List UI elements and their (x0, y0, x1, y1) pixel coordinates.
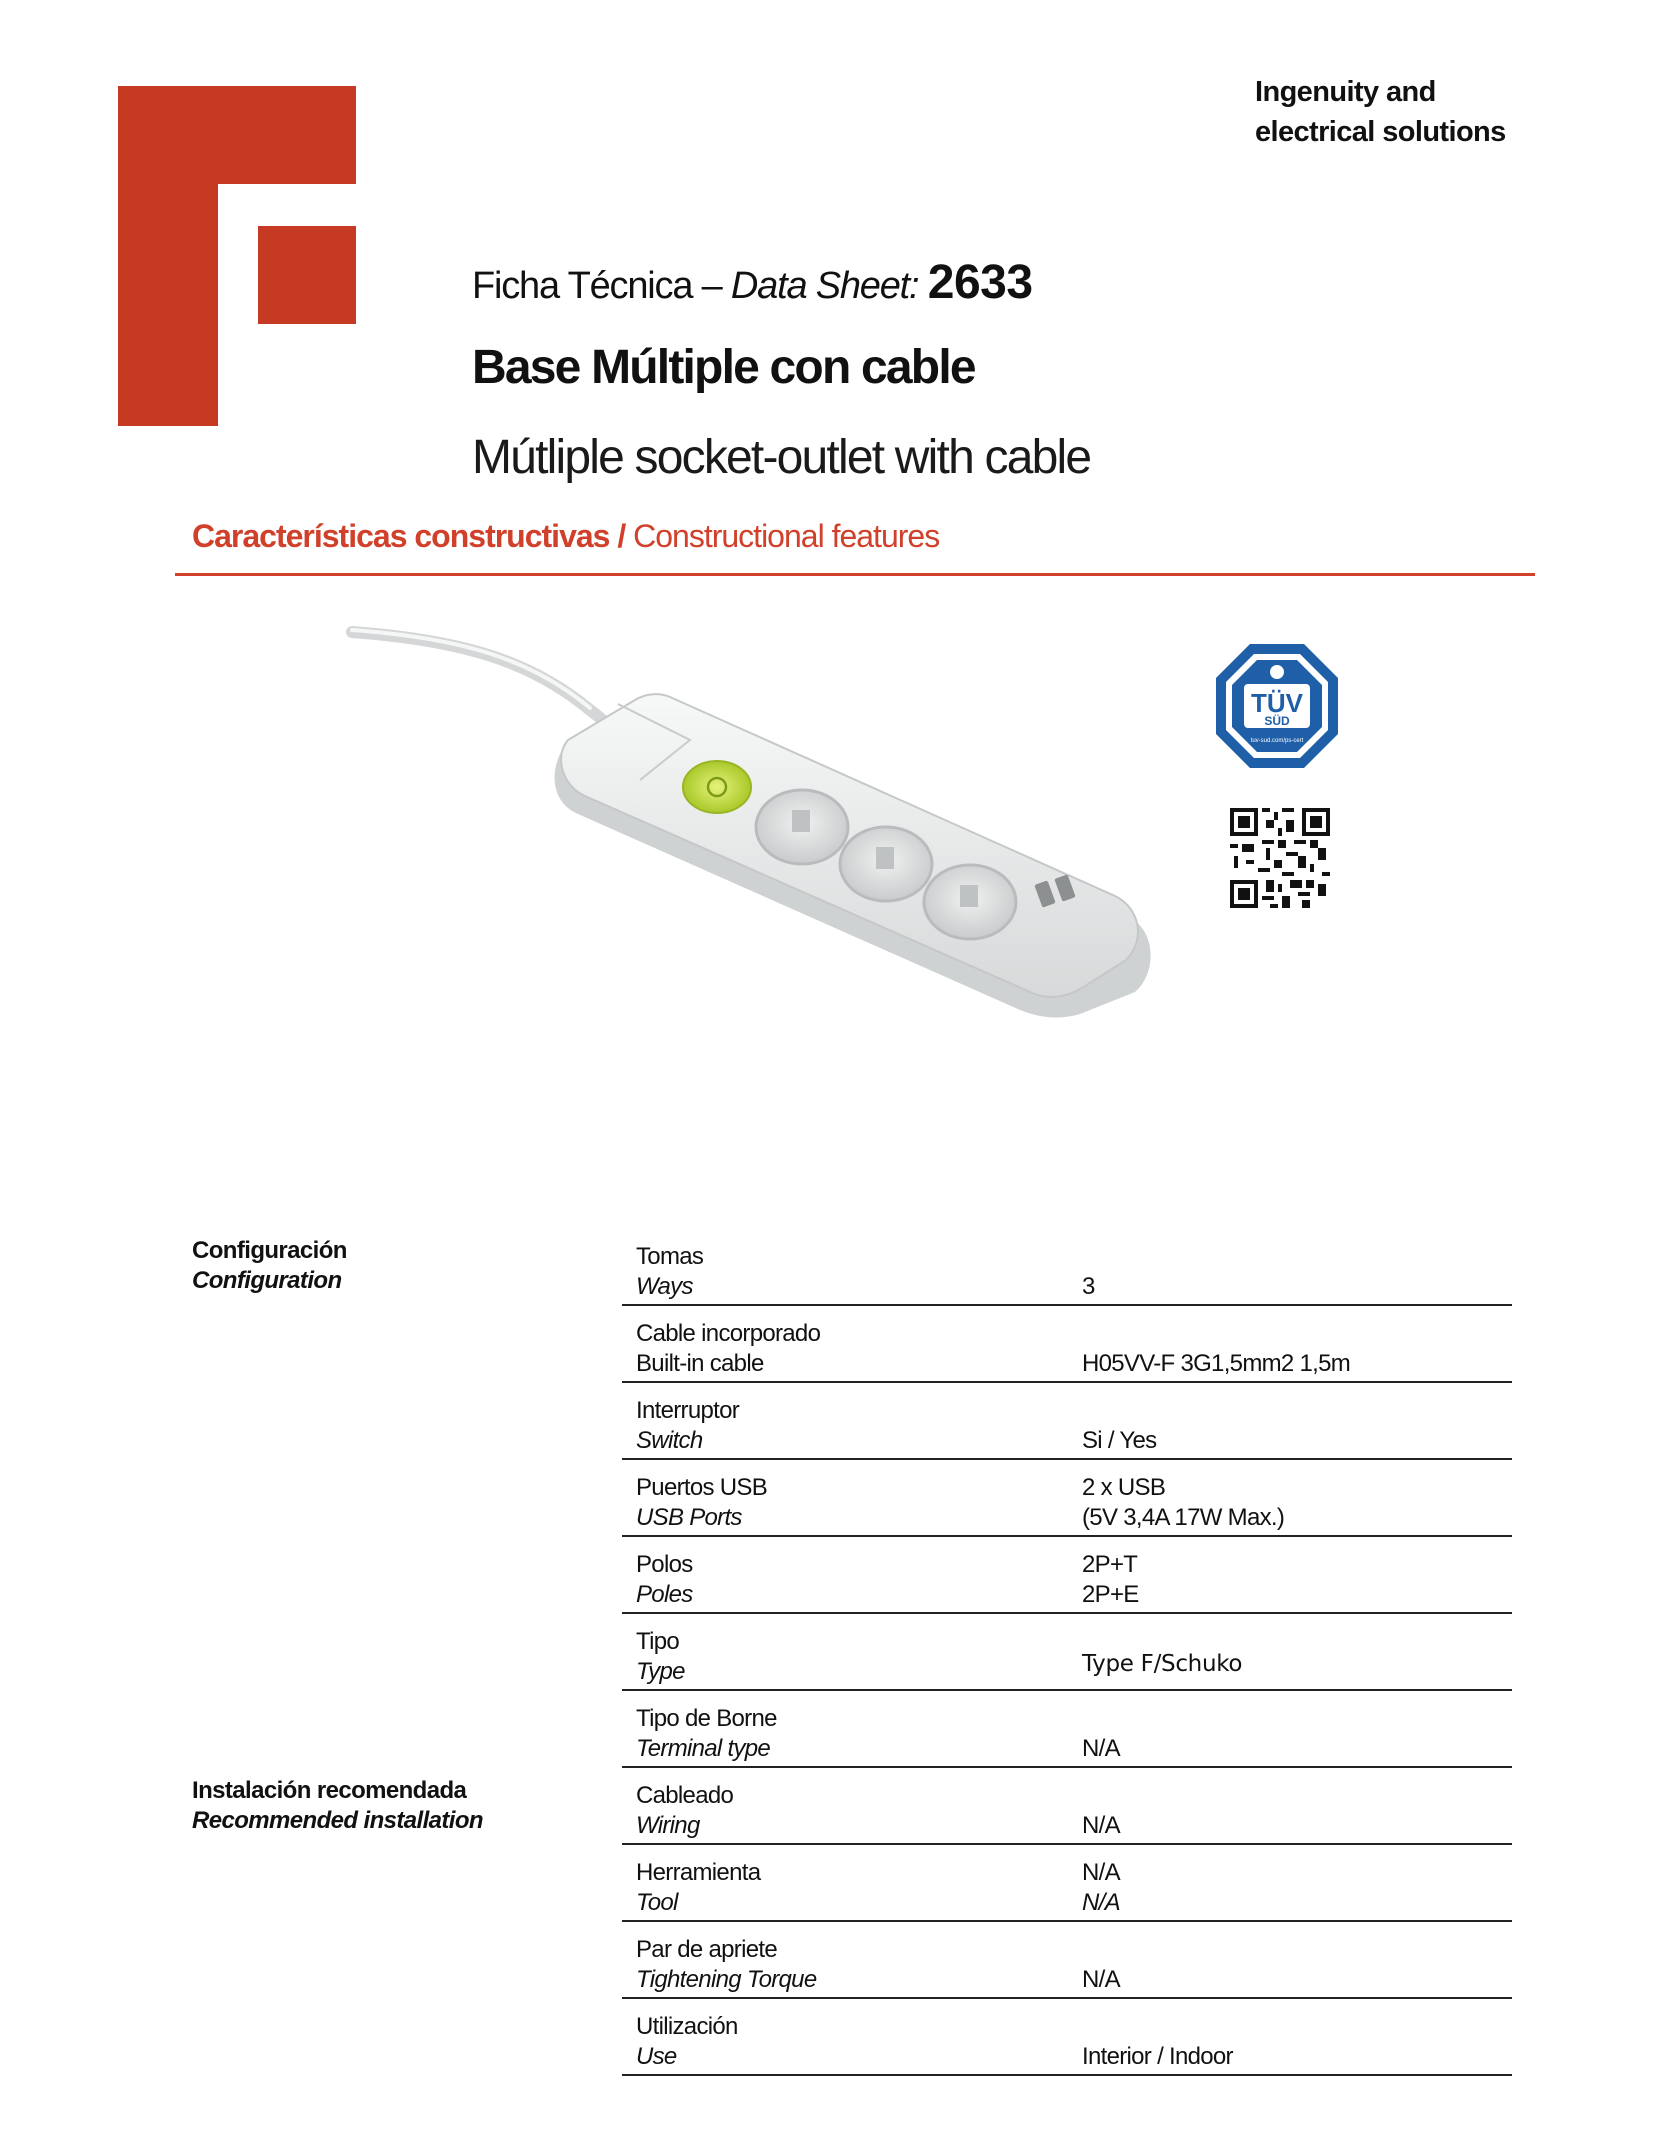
spec-label-en: Use (636, 2043, 677, 2070)
section-heading-en: Constructional features (633, 518, 940, 554)
spec-label-es: Herramienta (636, 1859, 761, 1886)
spec-label-es: Cable incorporado (636, 1320, 821, 1347)
spec-value-primary: 2 x USB (1082, 1474, 1166, 1501)
spec-label-es: Tomas (636, 1243, 704, 1270)
spec-value: N/A (1082, 1735, 1120, 1762)
spec-value-secondary: (5V 3,4A 17W Max.) (1082, 1504, 1285, 1531)
spec-row-use (622, 2000, 1512, 2076)
socket-2 (840, 827, 932, 901)
spec-value: H05VV-F 3G1,5mm2 1,5m (1082, 1350, 1351, 1377)
product-image (340, 600, 1170, 1040)
spec-value: 3 (1082, 1273, 1095, 1300)
spec-label-en: Wiring (636, 1812, 700, 1839)
spec-value: Si / Yes (1082, 1427, 1157, 1454)
spec-row-usb-ports (622, 1461, 1512, 1537)
spec-value-secondary: N/A (1082, 1889, 1120, 1916)
spec-label-en: Type (636, 1658, 685, 1685)
spec-label-en: Tool (636, 1889, 678, 1916)
spec-label-es: Tipo (636, 1628, 679, 1655)
spec-label-en: USB Ports (636, 1504, 742, 1531)
spec-label-es: Utilización (636, 2013, 738, 2040)
datasheet-number: 2633 (927, 256, 1033, 309)
spec-row-terminal-type (622, 1692, 1512, 1768)
spec-label-es: Polos (636, 1551, 693, 1578)
section-divider (175, 573, 1535, 576)
spec-label-es: Tipo de Borne (636, 1705, 777, 1732)
datasheet-label-en: Data Sheet: (730, 265, 928, 307)
spec-label-es: Puertos USB (636, 1474, 768, 1501)
section-heading-es: Características constructivas / (192, 518, 634, 554)
datasheet-heading (472, 255, 1033, 310)
socket-1 (756, 790, 848, 864)
spec-value: N/A (1082, 1812, 1120, 1839)
spec-value-secondary: 2P+E (1082, 1581, 1139, 1608)
spec-row-built-in-cable (622, 1307, 1512, 1383)
section-heading (192, 518, 939, 555)
spec-value: Type F/Schuko (1082, 1651, 1243, 1677)
spec-row-wiring (622, 1769, 1512, 1845)
tagline-line-1: Ingenuity and (1255, 76, 1436, 108)
socket-3 (924, 865, 1016, 939)
spec-row-ways (622, 1230, 1512, 1306)
spec-label-es: Interruptor (636, 1397, 740, 1424)
product-title-en: Mútliple socket-outlet with cable (472, 431, 1091, 484)
spec-row-switch (622, 1384, 1512, 1460)
group-configuration-es: Configuración (192, 1237, 347, 1264)
spec-row-tightening-torque (622, 1923, 1512, 1999)
datasheet-label-es: Ficha Técnica – (472, 265, 731, 307)
spec-label-en: Tightening Torque (636, 1966, 817, 1993)
brand-logo-square (258, 226, 356, 324)
spec-value: N/A (1082, 1966, 1120, 1993)
tuv-badge-url: tuv-sud.com/ps-cert (1250, 738, 1304, 744)
spec-value: Interior / Indoor (1082, 2043, 1233, 2070)
tuv-certification-badge (1212, 640, 1342, 772)
spec-value-primary: 2P+T (1082, 1551, 1138, 1578)
tuv-badge-sub: SÜD (1264, 714, 1290, 728)
group-installation-en: Recommended installation (192, 1807, 483, 1834)
spec-row-type (622, 1615, 1512, 1691)
spec-row-poles (622, 1538, 1512, 1614)
spec-label-en: Built-in cable (636, 1350, 764, 1377)
product-title-es: Base Múltiple con cable (472, 341, 975, 394)
brand-logo-bar-left (118, 86, 218, 426)
power-switch (683, 761, 751, 813)
group-configuration-en: Configuration (192, 1267, 342, 1294)
spec-label-es: Par de apriete (636, 1936, 777, 1963)
company-tagline (1255, 72, 1506, 152)
tagline-line-2: electrical solutions (1255, 116, 1506, 148)
spec-value-primary: N/A (1082, 1859, 1120, 1886)
spec-label-es: Cableado (636, 1782, 734, 1809)
spec-label-en: Poles (636, 1581, 693, 1608)
qr-code-icon (1230, 808, 1330, 908)
spec-label-en: Switch (636, 1427, 703, 1454)
spec-label-en: Terminal type (636, 1735, 771, 1762)
tuv-badge-name: TÜV (1251, 688, 1303, 718)
group-installation-es: Instalación recomendada (192, 1777, 467, 1804)
group-configuration (192, 1236, 347, 1296)
spec-label-en: Ways (636, 1273, 693, 1300)
spec-row-tool (622, 1846, 1512, 1922)
group-installation (192, 1776, 483, 1836)
